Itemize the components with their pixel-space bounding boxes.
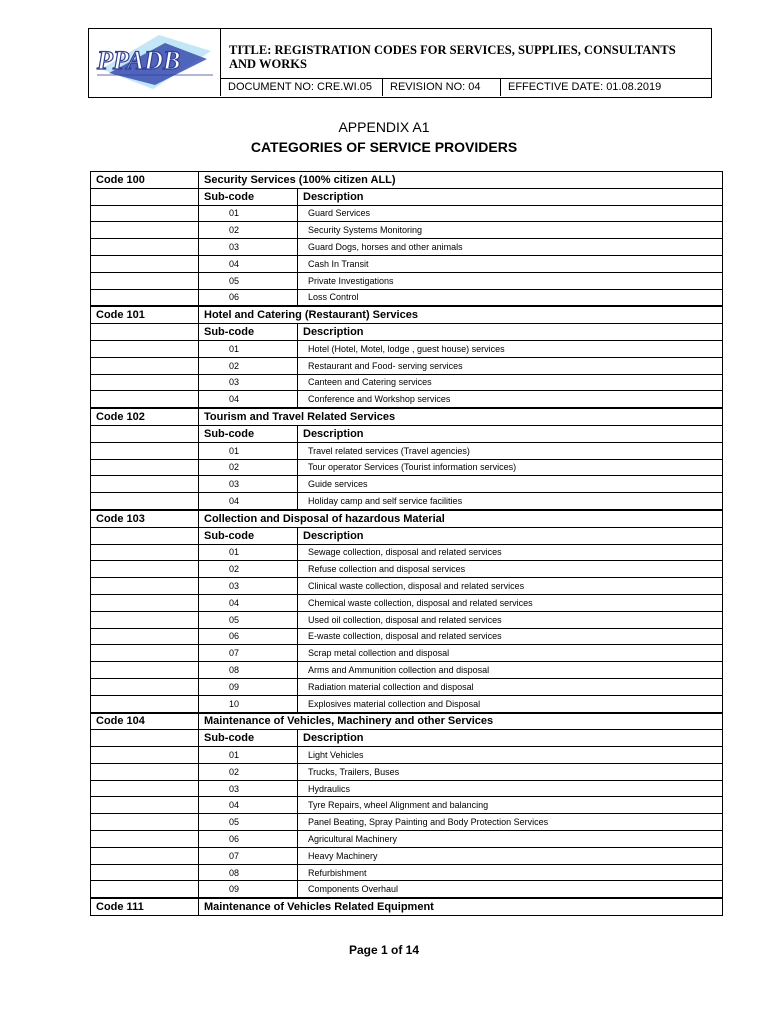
table-row <box>91 340 723 357</box>
blank-cell <box>91 357 199 374</box>
subcode-cell: 01 <box>199 442 298 459</box>
description-cell: Guard Services <box>298 205 723 222</box>
blank-cell <box>91 594 199 611</box>
subcode-cell: 06 <box>199 831 298 848</box>
column-header-row <box>91 527 723 544</box>
page-number: Page 1 of 14 <box>348 943 420 957</box>
table-row <box>91 357 723 374</box>
subcode-cell: 06 <box>199 628 298 645</box>
subcode-cell: 08 <box>199 864 298 881</box>
subcode-cell: 09 <box>199 881 298 898</box>
table-row <box>91 544 723 561</box>
section-header-row <box>91 306 723 323</box>
subcode-cell: 04 <box>199 391 298 408</box>
section-header-row <box>91 510 723 527</box>
description-cell: Explosives material collection and Disposal <box>298 695 723 712</box>
blank-cell <box>91 797 199 814</box>
section-code: Code 111 <box>91 898 199 915</box>
blank-cell <box>91 324 199 341</box>
description-cell: Clinical waste collection, disposal and related services <box>298 578 723 595</box>
description-cell: Heavy Machinery <box>298 847 723 864</box>
description-cell: Light Vehicles <box>298 747 723 764</box>
description-cell: Conference and Workshop services <box>298 391 723 408</box>
blank-cell <box>91 340 199 357</box>
section-header-row <box>91 408 723 425</box>
description-cell: Private Investigations <box>298 272 723 289</box>
section-title: Tourism and Travel Related Services <box>199 408 723 425</box>
description-cell: Hotel (Hotel, Motel, lodge , guest house) services <box>298 340 723 357</box>
section-title: Collection and Disposal of hazardous Material <box>199 510 723 527</box>
column-header-row <box>91 730 723 747</box>
subcode-cell: 05 <box>199 611 298 628</box>
column-header-row <box>91 188 723 205</box>
blank-cell <box>91 561 199 578</box>
blank-cell <box>91 222 199 239</box>
table-row <box>91 255 723 272</box>
section-code: Code 104 <box>91 713 199 730</box>
table-row <box>91 831 723 848</box>
blank-cell <box>91 272 199 289</box>
description-cell: Security Systems Monitoring <box>298 222 723 239</box>
section-title: Maintenance of Vehicles Related Equipment <box>199 898 723 915</box>
section-code: Code 102 <box>91 408 199 425</box>
description-cell: Holiday camp and self service facilities <box>298 493 723 510</box>
description-cell: Hydraulics <box>298 780 723 797</box>
blank-cell <box>91 662 199 679</box>
section-header-row <box>91 898 723 915</box>
column-header-row <box>91 324 723 341</box>
blank-cell <box>91 678 199 695</box>
description-cell: Guide services <box>298 476 723 493</box>
description-cell: Loss Control <box>298 289 723 306</box>
description-cell: Trucks, Trailers, Buses <box>298 763 723 780</box>
subcode-cell: 01 <box>199 544 298 561</box>
subcode-cell: 02 <box>199 459 298 476</box>
section-code: Code 101 <box>91 306 199 323</box>
description-cell: Refuse collection and disposal services <box>298 561 723 578</box>
subcode-cell: 07 <box>199 847 298 864</box>
subcode-cell: 07 <box>199 645 298 662</box>
blank-cell <box>91 255 199 272</box>
description-header: Description <box>298 527 723 544</box>
ppadb-logo <box>89 29 221 96</box>
description-cell: Canteen and Catering services <box>298 374 723 391</box>
subcode-header: Sub-code <box>199 425 298 442</box>
subcode-cell: 05 <box>199 814 298 831</box>
subcode-cell: 08 <box>199 662 298 679</box>
column-header-row <box>91 425 723 442</box>
table-row <box>91 594 723 611</box>
document-title: TITLE: REGISTRATION CODES FOR SERVICES, SUPPLIES, CONSULTANTS AND WORKS <box>221 29 711 79</box>
table-row <box>91 864 723 881</box>
description-cell: Sewage collection, disposal and related services <box>298 544 723 561</box>
blank-cell <box>91 645 199 662</box>
blank-cell <box>91 374 199 391</box>
table-row <box>91 797 723 814</box>
blank-cell <box>91 459 199 476</box>
table-row <box>91 645 723 662</box>
subcode-cell: 03 <box>199 476 298 493</box>
subcode-cell: 05 <box>199 272 298 289</box>
subcode-cell: 02 <box>199 561 298 578</box>
description-cell: Cash In Transit <box>298 255 723 272</box>
description-cell: Agricultural Machinery <box>298 831 723 848</box>
blank-cell <box>91 391 199 408</box>
effective-date: EFFECTIVE DATE: 01.08.2019 <box>508 81 662 93</box>
blank-cell <box>91 814 199 831</box>
document-number: DOCUMENT NO: CRE.WI.05 <box>221 79 383 96</box>
section-title: Hotel and Catering (Restaurant) Services <box>199 306 723 323</box>
table-row <box>91 578 723 595</box>
blank-cell <box>91 747 199 764</box>
table-row <box>91 442 723 459</box>
subcode-header: Sub-code <box>199 188 298 205</box>
blank-cell <box>91 864 199 881</box>
table-row <box>91 561 723 578</box>
table-row <box>91 747 723 764</box>
subcode-cell: 03 <box>199 374 298 391</box>
ppadb-logo-icon <box>89 29 219 95</box>
blank-cell <box>91 289 199 306</box>
appendix-heading: APPENDIX A1 <box>338 119 430 135</box>
table-row <box>91 391 723 408</box>
blank-cell <box>91 239 199 256</box>
description-cell: Chemical waste collection, disposal and related services <box>298 594 723 611</box>
description-cell: Panel Beating, Spray Painting and Body Protection Services <box>298 814 723 831</box>
subcode-cell: 02 <box>199 222 298 239</box>
table-row <box>91 881 723 898</box>
subcode-cell: 02 <box>199 357 298 374</box>
subcode-cell: 01 <box>199 747 298 764</box>
table-row <box>91 476 723 493</box>
table-row <box>91 780 723 797</box>
table-row <box>91 847 723 864</box>
table-row <box>91 611 723 628</box>
table-row <box>91 272 723 289</box>
subcode-cell: 03 <box>199 578 298 595</box>
blank-cell <box>91 611 199 628</box>
subcode-cell: 04 <box>199 493 298 510</box>
blank-cell <box>91 847 199 864</box>
subcode-cell: 03 <box>199 239 298 256</box>
table-row <box>91 239 723 256</box>
subcode-cell: 04 <box>199 255 298 272</box>
blank-cell <box>91 628 199 645</box>
table-row <box>91 814 723 831</box>
blank-cell <box>91 527 199 544</box>
revision-number: REVISION NO: 04 <box>383 79 501 96</box>
table-row <box>91 628 723 645</box>
description-header: Description <box>298 324 723 341</box>
description-cell: Scrap metal collection and disposal <box>298 645 723 662</box>
blank-cell <box>91 493 199 510</box>
blank-cell <box>91 476 199 493</box>
table-row <box>91 662 723 679</box>
categories-table <box>90 171 723 916</box>
subcode-cell: 10 <box>199 695 298 712</box>
subcode-header: Sub-code <box>199 527 298 544</box>
blank-cell <box>91 763 199 780</box>
description-cell: Restaurant and Food- serving services <box>298 357 723 374</box>
description-cell: Used oil collection, disposal and related services <box>298 611 723 628</box>
blank-cell <box>91 831 199 848</box>
description-cell: Arms and Ammunition collection and disposal <box>298 662 723 679</box>
section-code: Code 103 <box>91 510 199 527</box>
subcode-cell: 01 <box>199 205 298 222</box>
table-row <box>91 374 723 391</box>
blank-cell <box>91 881 199 898</box>
table-row <box>91 695 723 712</box>
description-cell: Guard Dogs, horses and other animals <box>298 239 723 256</box>
section-header-row <box>91 713 723 730</box>
blank-cell <box>91 442 199 459</box>
blank-cell <box>91 578 199 595</box>
table-row <box>91 222 723 239</box>
subcode-header: Sub-code <box>199 730 298 747</box>
subcode-cell: 09 <box>199 678 298 695</box>
page-title: CATEGORIES OF SERVICE PROVIDERS <box>250 139 518 155</box>
subcode-header: Sub-code <box>199 324 298 341</box>
table-row <box>91 289 723 306</box>
description-cell: E-waste collection, disposal and related services <box>298 628 723 645</box>
section-title: Security Services (100% citizen ALL) <box>199 172 723 189</box>
table-row <box>91 763 723 780</box>
blank-cell <box>91 544 199 561</box>
blank-cell <box>91 205 199 222</box>
description-cell: Radiation material collection and disposal <box>298 678 723 695</box>
description-cell: Refurbishment <box>298 864 723 881</box>
subcode-cell: 01 <box>199 340 298 357</box>
subcode-cell: 02 <box>199 763 298 780</box>
description-cell: Travel related services (Travel agencies) <box>298 442 723 459</box>
subcode-cell: 06 <box>199 289 298 306</box>
description-cell: Tour operator Services (Tourist information services) <box>298 459 723 476</box>
blank-cell <box>91 730 199 747</box>
document-header <box>88 28 712 98</box>
section-title: Maintenance of Vehicles, Machinery and other Services <box>199 713 723 730</box>
description-header: Description <box>298 425 723 442</box>
subcode-cell: 03 <box>199 780 298 797</box>
section-header-row <box>91 172 723 189</box>
section-code: Code 100 <box>91 172 199 189</box>
blank-cell <box>91 780 199 797</box>
description-cell: Tyre Repairs, wheel Alignment and balancing <box>298 797 723 814</box>
blank-cell <box>91 188 199 205</box>
description-header: Description <box>298 730 723 747</box>
description-cell: Components Overhaul <box>298 881 723 898</box>
blank-cell <box>91 695 199 712</box>
svg-text:PPADB: PPADB <box>97 46 181 75</box>
description-header: Description <box>298 188 723 205</box>
subcode-cell: 04 <box>199 797 298 814</box>
table-row <box>91 459 723 476</box>
subcode-cell: 04 <box>199 594 298 611</box>
table-row <box>91 493 723 510</box>
table-row <box>91 205 723 222</box>
blank-cell <box>91 425 199 442</box>
table-row <box>91 678 723 695</box>
